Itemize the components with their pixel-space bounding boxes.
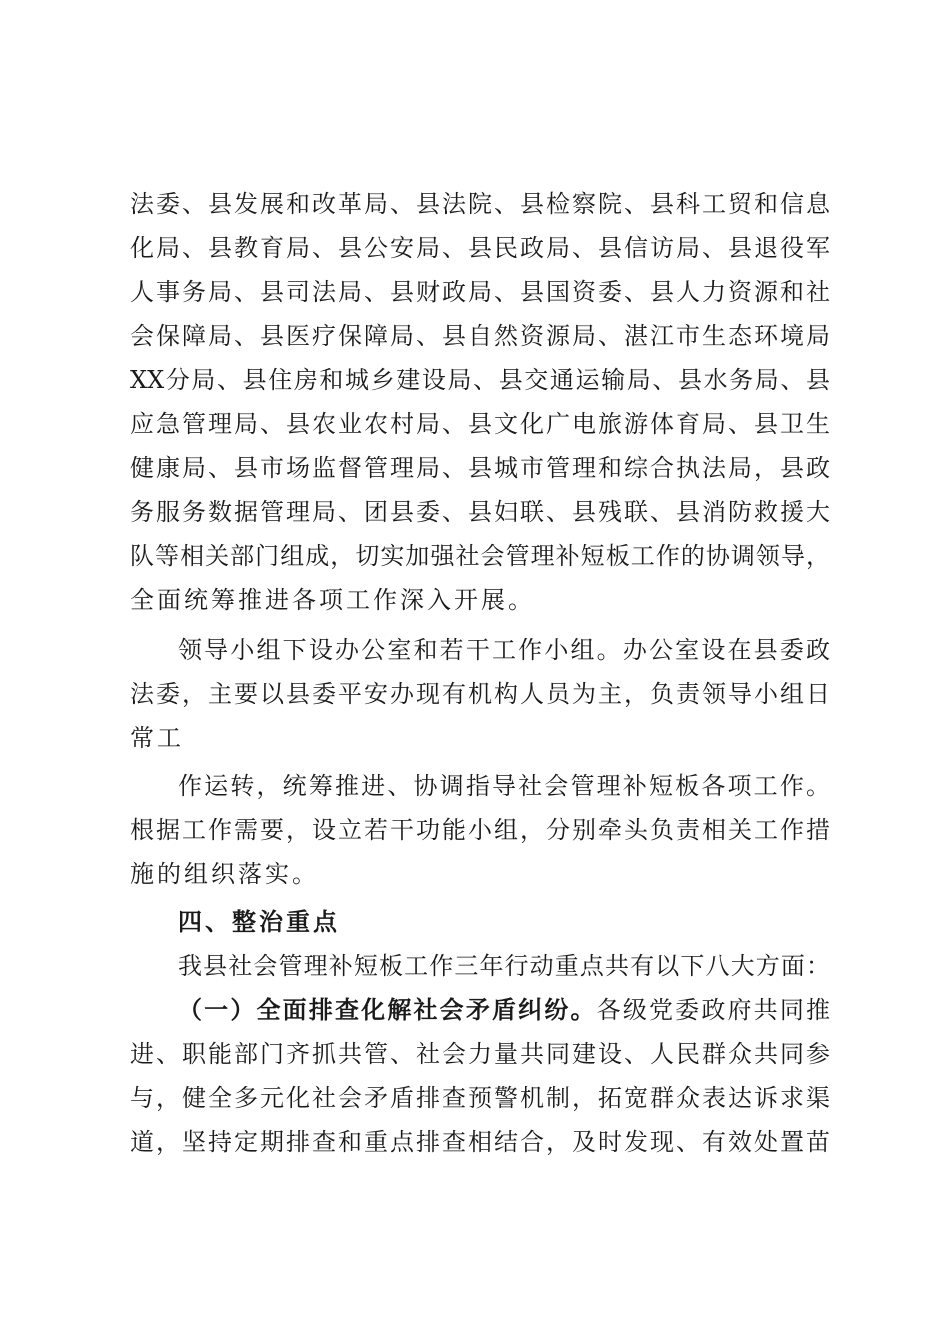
text-line: 道，坚持定期排查和重点排查相结合，及时发现、有效处置苗 xyxy=(130,1128,830,1156)
text-line: 全面统筹推进各项工作深入开展。 xyxy=(130,586,535,614)
text-line: 法委，主要以县委平安办现有机构人员为主，负责领导小组日 xyxy=(130,680,830,708)
text-line: 会保障局、县医疗保障局、县自然资源局、湛江市生态环境局 xyxy=(130,322,830,350)
text-line: 化局、县教育局、县公安局、县民政局、县信访局、县退役军 xyxy=(130,234,830,262)
text-line: 进、职能部门齐抓共管、社会力量共同建设、人民群众共同参 xyxy=(130,1040,830,1068)
text-line: 应急管理局、县农业农村局、县文化广电旅游体育局、县卫生 xyxy=(130,410,830,438)
item-title: （一）全面排查化解社会矛盾纠纷。 xyxy=(178,995,597,1024)
item-text: 各级党委政府共同推 xyxy=(596,996,831,1024)
item-heading-line xyxy=(178,994,830,1026)
section-heading: 四、整治重点 xyxy=(178,907,340,936)
text-line: 作运转，统筹推进、协调指导社会管理补短板各项工作。 xyxy=(178,772,830,800)
text-line: 与，健全多元化社会矛盾排查预警机制，拓宽群众表达诉求渠 xyxy=(130,1084,830,1112)
text-line: 务服务数据管理局、团县委、县妇联、县残联、县消防救援大 xyxy=(130,498,830,526)
text-line: 领导小组下设办公室和若干工作小组。办公室设在县委政 xyxy=(178,636,830,664)
text-line: XX分局、县住房和城乡建设局、县交通运输局、县水务局、县 xyxy=(130,366,830,394)
text-line: 队等相关部门组成，切实加强社会管理补短板工作的协调领导， xyxy=(130,542,830,570)
text-line: 我县社会管理补短板工作三年行动重点共有以下八大方面： xyxy=(178,952,830,980)
text-line: 常工 xyxy=(130,724,184,752)
text-line: 法委、县发展和改革局、县法院、县检察院、县科工贸和信息 xyxy=(130,190,830,218)
text-line: 施的组织落实。 xyxy=(130,860,319,888)
text-line: 健康局、县市场监督管理局、县城市管理和综合执法局，县政 xyxy=(130,454,830,482)
text-line: 根据工作需要，设立若干功能小组，分别牵头负责相关工作措 xyxy=(130,816,830,844)
text-line: 人事务局、县司法局、县财政局、县国资委、县人力资源和社 xyxy=(130,278,830,306)
